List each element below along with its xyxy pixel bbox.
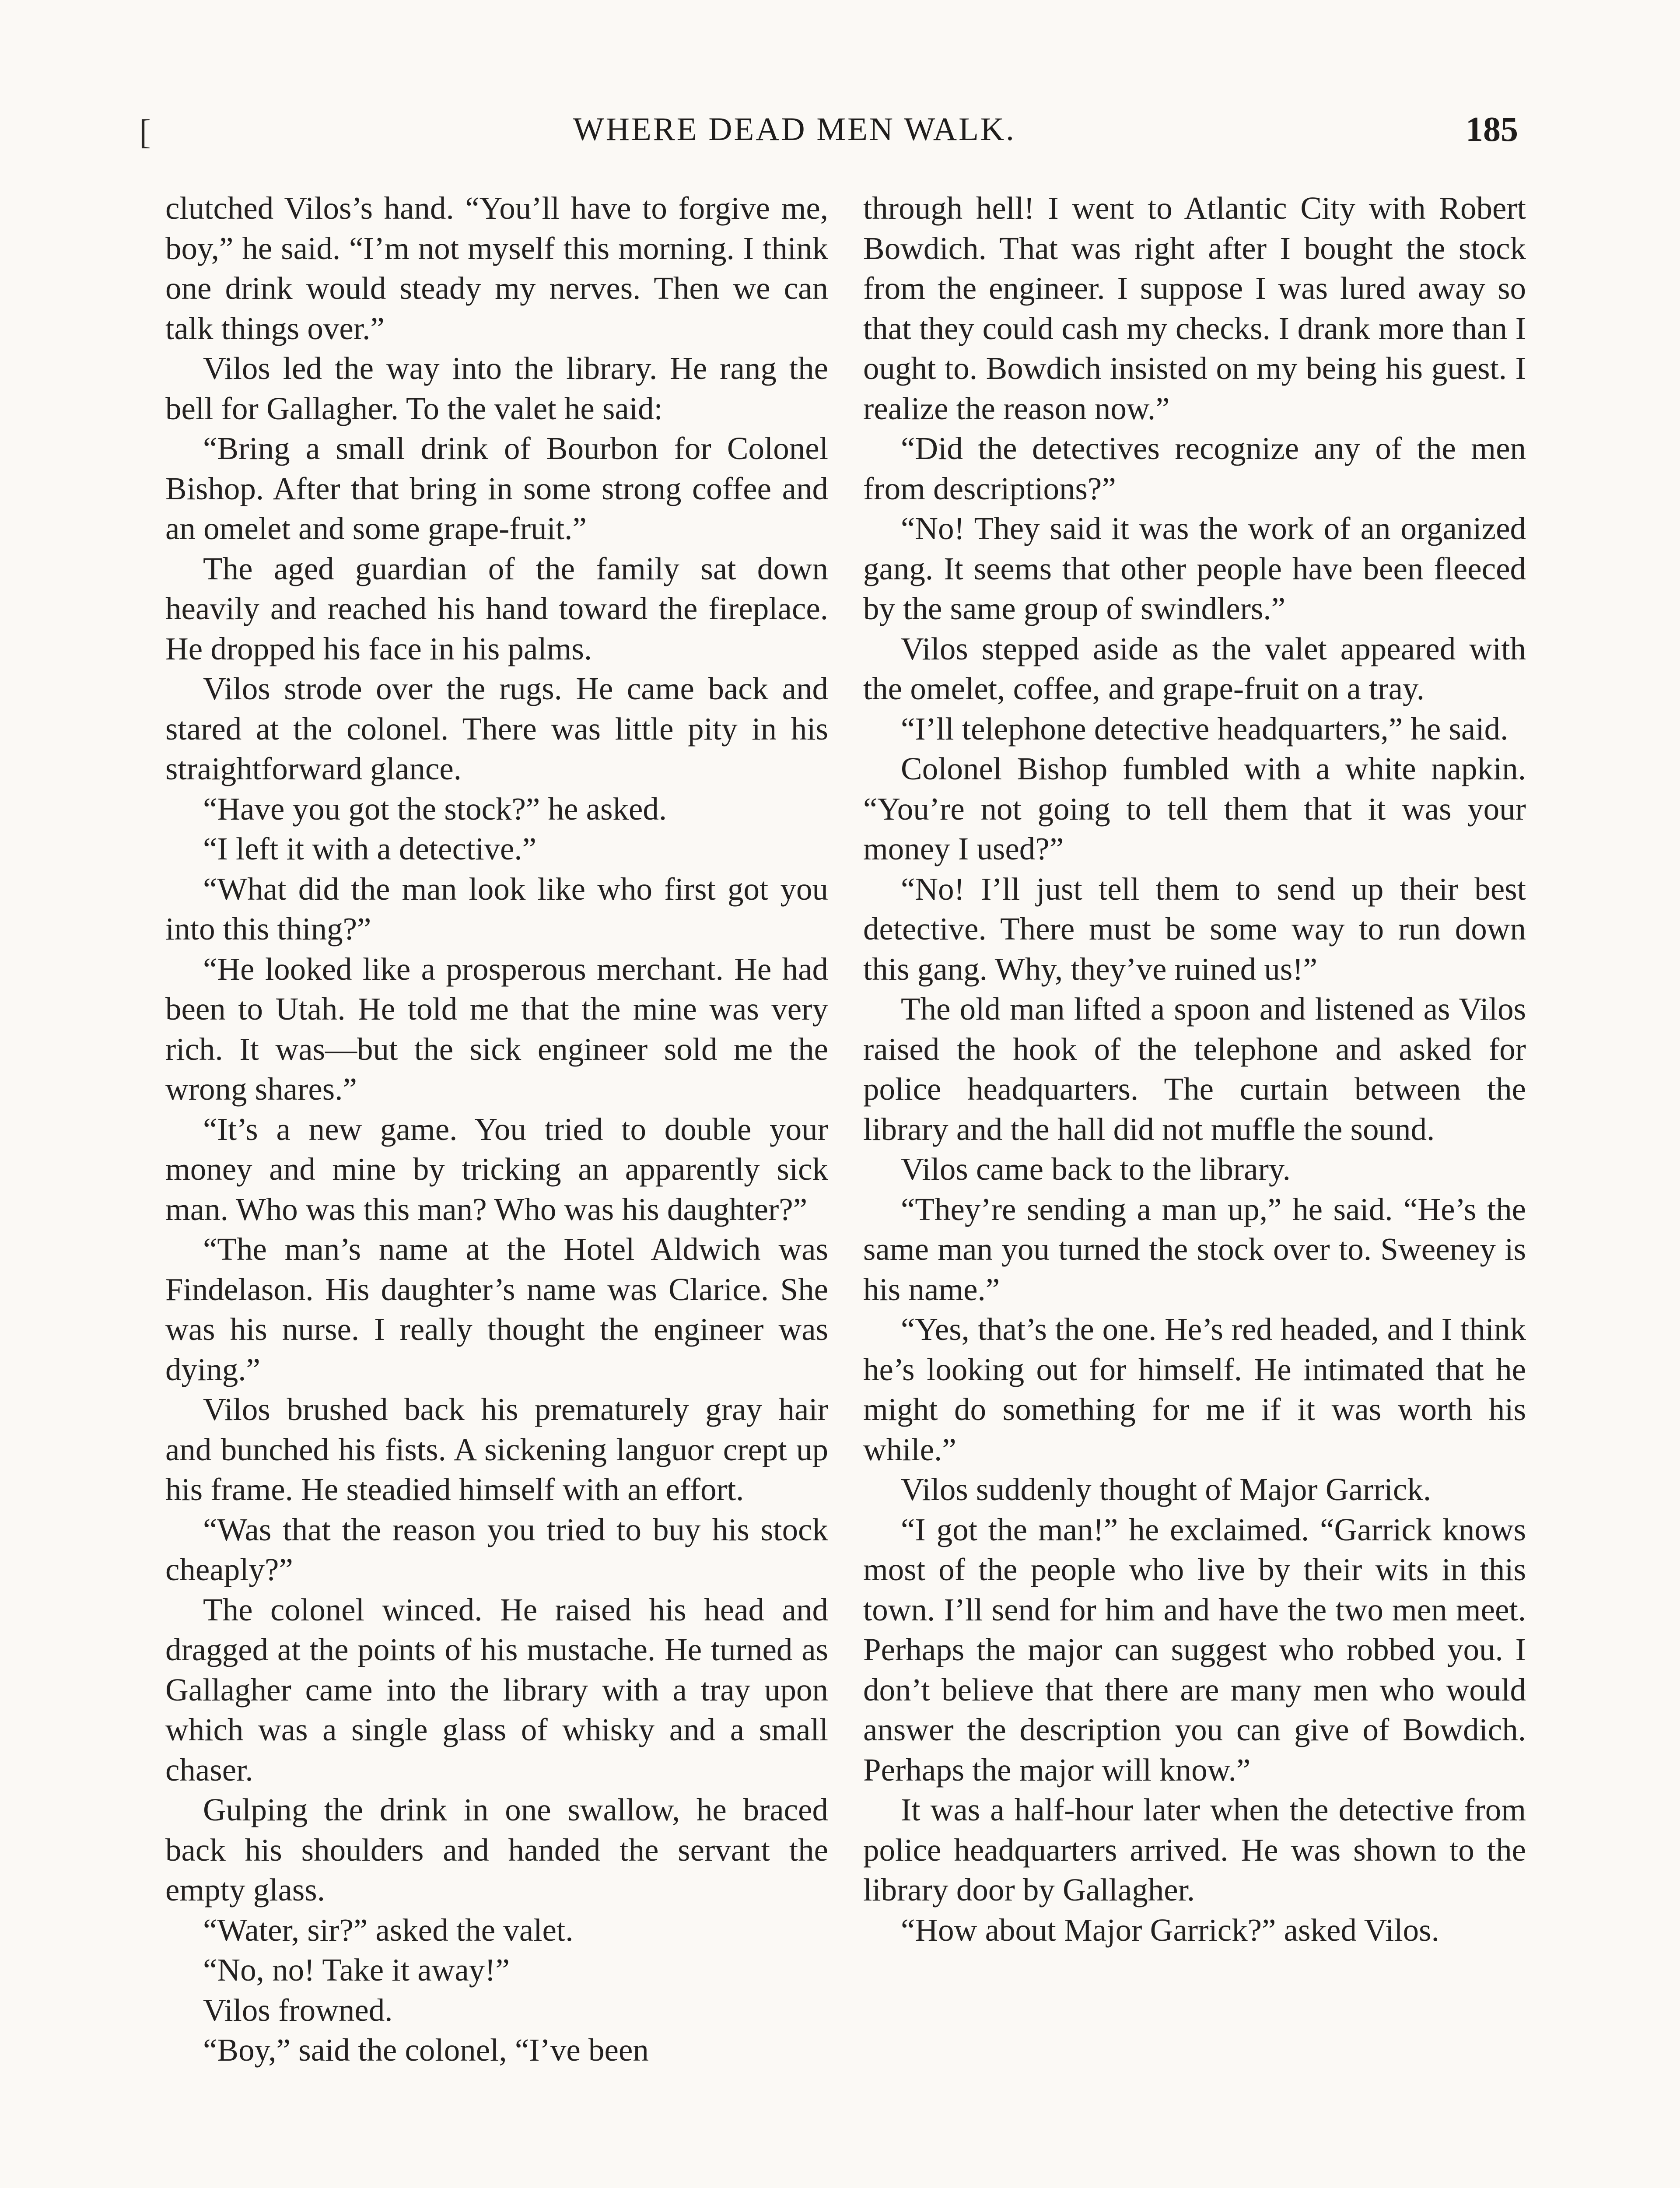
paragraph: The old man lifted a spoon and listened as Vilos raised the hook of the telephone and asked for police headquarters. The curtain between the library and the hall did not muffle the sound. <box>863 991 1526 1147</box>
paragraph: “He looked like a prosperous merchant. He had been to Utah. He told me that the mine was very rich. It was—but the sick engineer sold me the wrong shares.” <box>165 951 828 1107</box>
paragraph: Vilos frowned. <box>203 1992 393 2028</box>
paragraph: “It’s a new game. You tried to double your money and mine by tricking an apparently sick man. Who was this man? Who was his daughter?” <box>165 1111 828 1227</box>
paragraph: Gulping the drink in one swallow, he braced back his shoulders and handed the servant the empty glass. <box>165 1792 828 1907</box>
paragraph: “Was that the reason you tried to buy his stock cheaply?” <box>165 1511 828 1587</box>
left-text-column <box>165 188 828 2070</box>
paragraph: “I got the man!” he exclaimed. “Garrick knows most of the people who live by their wits in this town. I’ll send for him and have the two men meet. Perhaps the major can suggest who robbed you. I don’t believe that there are many men who would answer the description you can give of Bowdich. Perhaps the major will know.” <box>863 1511 1526 1788</box>
paragraph: The colonel winced. He raised his head and dragged at the points of his mustache. He turned as Gallagher came into the library with a tray upon which was a single glass of whisky and a small chaser. <box>165 1592 828 1788</box>
paragraph: “They’re sending a man up,” he said. “He’s the same man you turned the stock over to. Sweeney is his name.” <box>863 1191 1526 1307</box>
paragraph: “The man’s name at the Hotel Aldwich was Findelason. His daughter’s name was Clarice. She was his nurse. I really thought the engineer was dying.” <box>165 1231 828 1387</box>
paragraph: Vilos stepped aside as the valet appeared with the omelet, coffee, and grape-fruit on a tray. <box>863 631 1526 706</box>
page-number: 185 <box>1466 110 1518 149</box>
paragraph: Vilos suddenly thought of Major Garrick. <box>901 1472 1432 1507</box>
paragraph: “Boy,” said the colonel, “I’ve been <box>203 2032 649 2068</box>
paragraph: “I left it with a detective.” <box>203 831 537 866</box>
paragraph: “Water, sir?” asked the valet. <box>203 1912 574 1948</box>
paragraph: “No! They said it was the work of an organized gang. It seems that other people have been fleeced by the same group of swindlers.” <box>863 511 1526 626</box>
paragraph: It was a half-hour later when the detective from police headquarters arrived. He was shown to the library door by Gallagher. <box>863 1792 1526 1907</box>
right-text-column <box>863 188 1526 1950</box>
paragraph: “No! I’ll just tell them to send up their best detective. There must be some way to run down this gang. Why, they’ve ruined us!” <box>863 871 1526 987</box>
running-head-title: WHERE DEAD MEN WALK. <box>573 111 1016 147</box>
paragraph: The aged guardian of the family sat down heavily and reached his hand toward the fireplace. He dropped his face in his palms. <box>165 551 828 666</box>
corner-bracket-mark: [ <box>139 113 151 151</box>
paragraph: Vilos led the way into the library. He rang the bell for Gallagher. To the valet he said: <box>165 351 828 426</box>
paragraph: Colonel Bishop fumbled with a white napkin. “You’re not going to tell them that it was your money I used?” <box>863 751 1526 866</box>
paragraph: through hell! I went to Atlantic City with Robert Bowdich. That was right after I bought the stock from the engineer. I suppose I was lured away so that they could cash my checks. I drank more than I ought to. Bowdich insisted on my being his guest. I realize the reason now.” <box>863 190 1526 426</box>
paragraph: Vilos came back to the library. <box>901 1151 1291 1187</box>
paragraph: “What did the man look like who first got you into this thing?” <box>165 871 828 947</box>
paragraph: Vilos brushed back his prematurely gray hair and bunched his fists. A sickening languor crept up his frame. He steadied himself with an effort. <box>165 1392 828 1507</box>
paragraph: “Did the detectives recognize any of the men from descriptions?” <box>863 431 1526 506</box>
paragraph: “Have you got the stock?” he asked. <box>203 791 667 827</box>
paragraph: “Bring a small drink of Bourbon for Colonel Bishop. After that bring in some strong coffee and an omelet and some grape-fruit.” <box>165 431 828 546</box>
paragraph: Vilos strode over the rugs. He came back and stared at the colonel. There was little pity in his straightforward glance. <box>165 671 828 786</box>
paragraph: clutched Vilos’s hand. “You’ll have to forgive me, boy,” he said. “I’m not myself this morning. I think one drink would steady my nerves. Then we can talk things over.” <box>165 190 828 346</box>
paragraph: “Yes, that’s the one. He’s red headed, and I think he’s looking out for himself. He intimated that he might do something for me if it was worth his while.” <box>863 1311 1526 1467</box>
paragraph: “No, no! Take it away!” <box>203 1952 510 1988</box>
paragraph: “How about Major Garrick?” asked Vilos. <box>901 1912 1439 1948</box>
paragraph: “I’ll telephone detective headquarters,” he said. <box>901 711 1508 747</box>
